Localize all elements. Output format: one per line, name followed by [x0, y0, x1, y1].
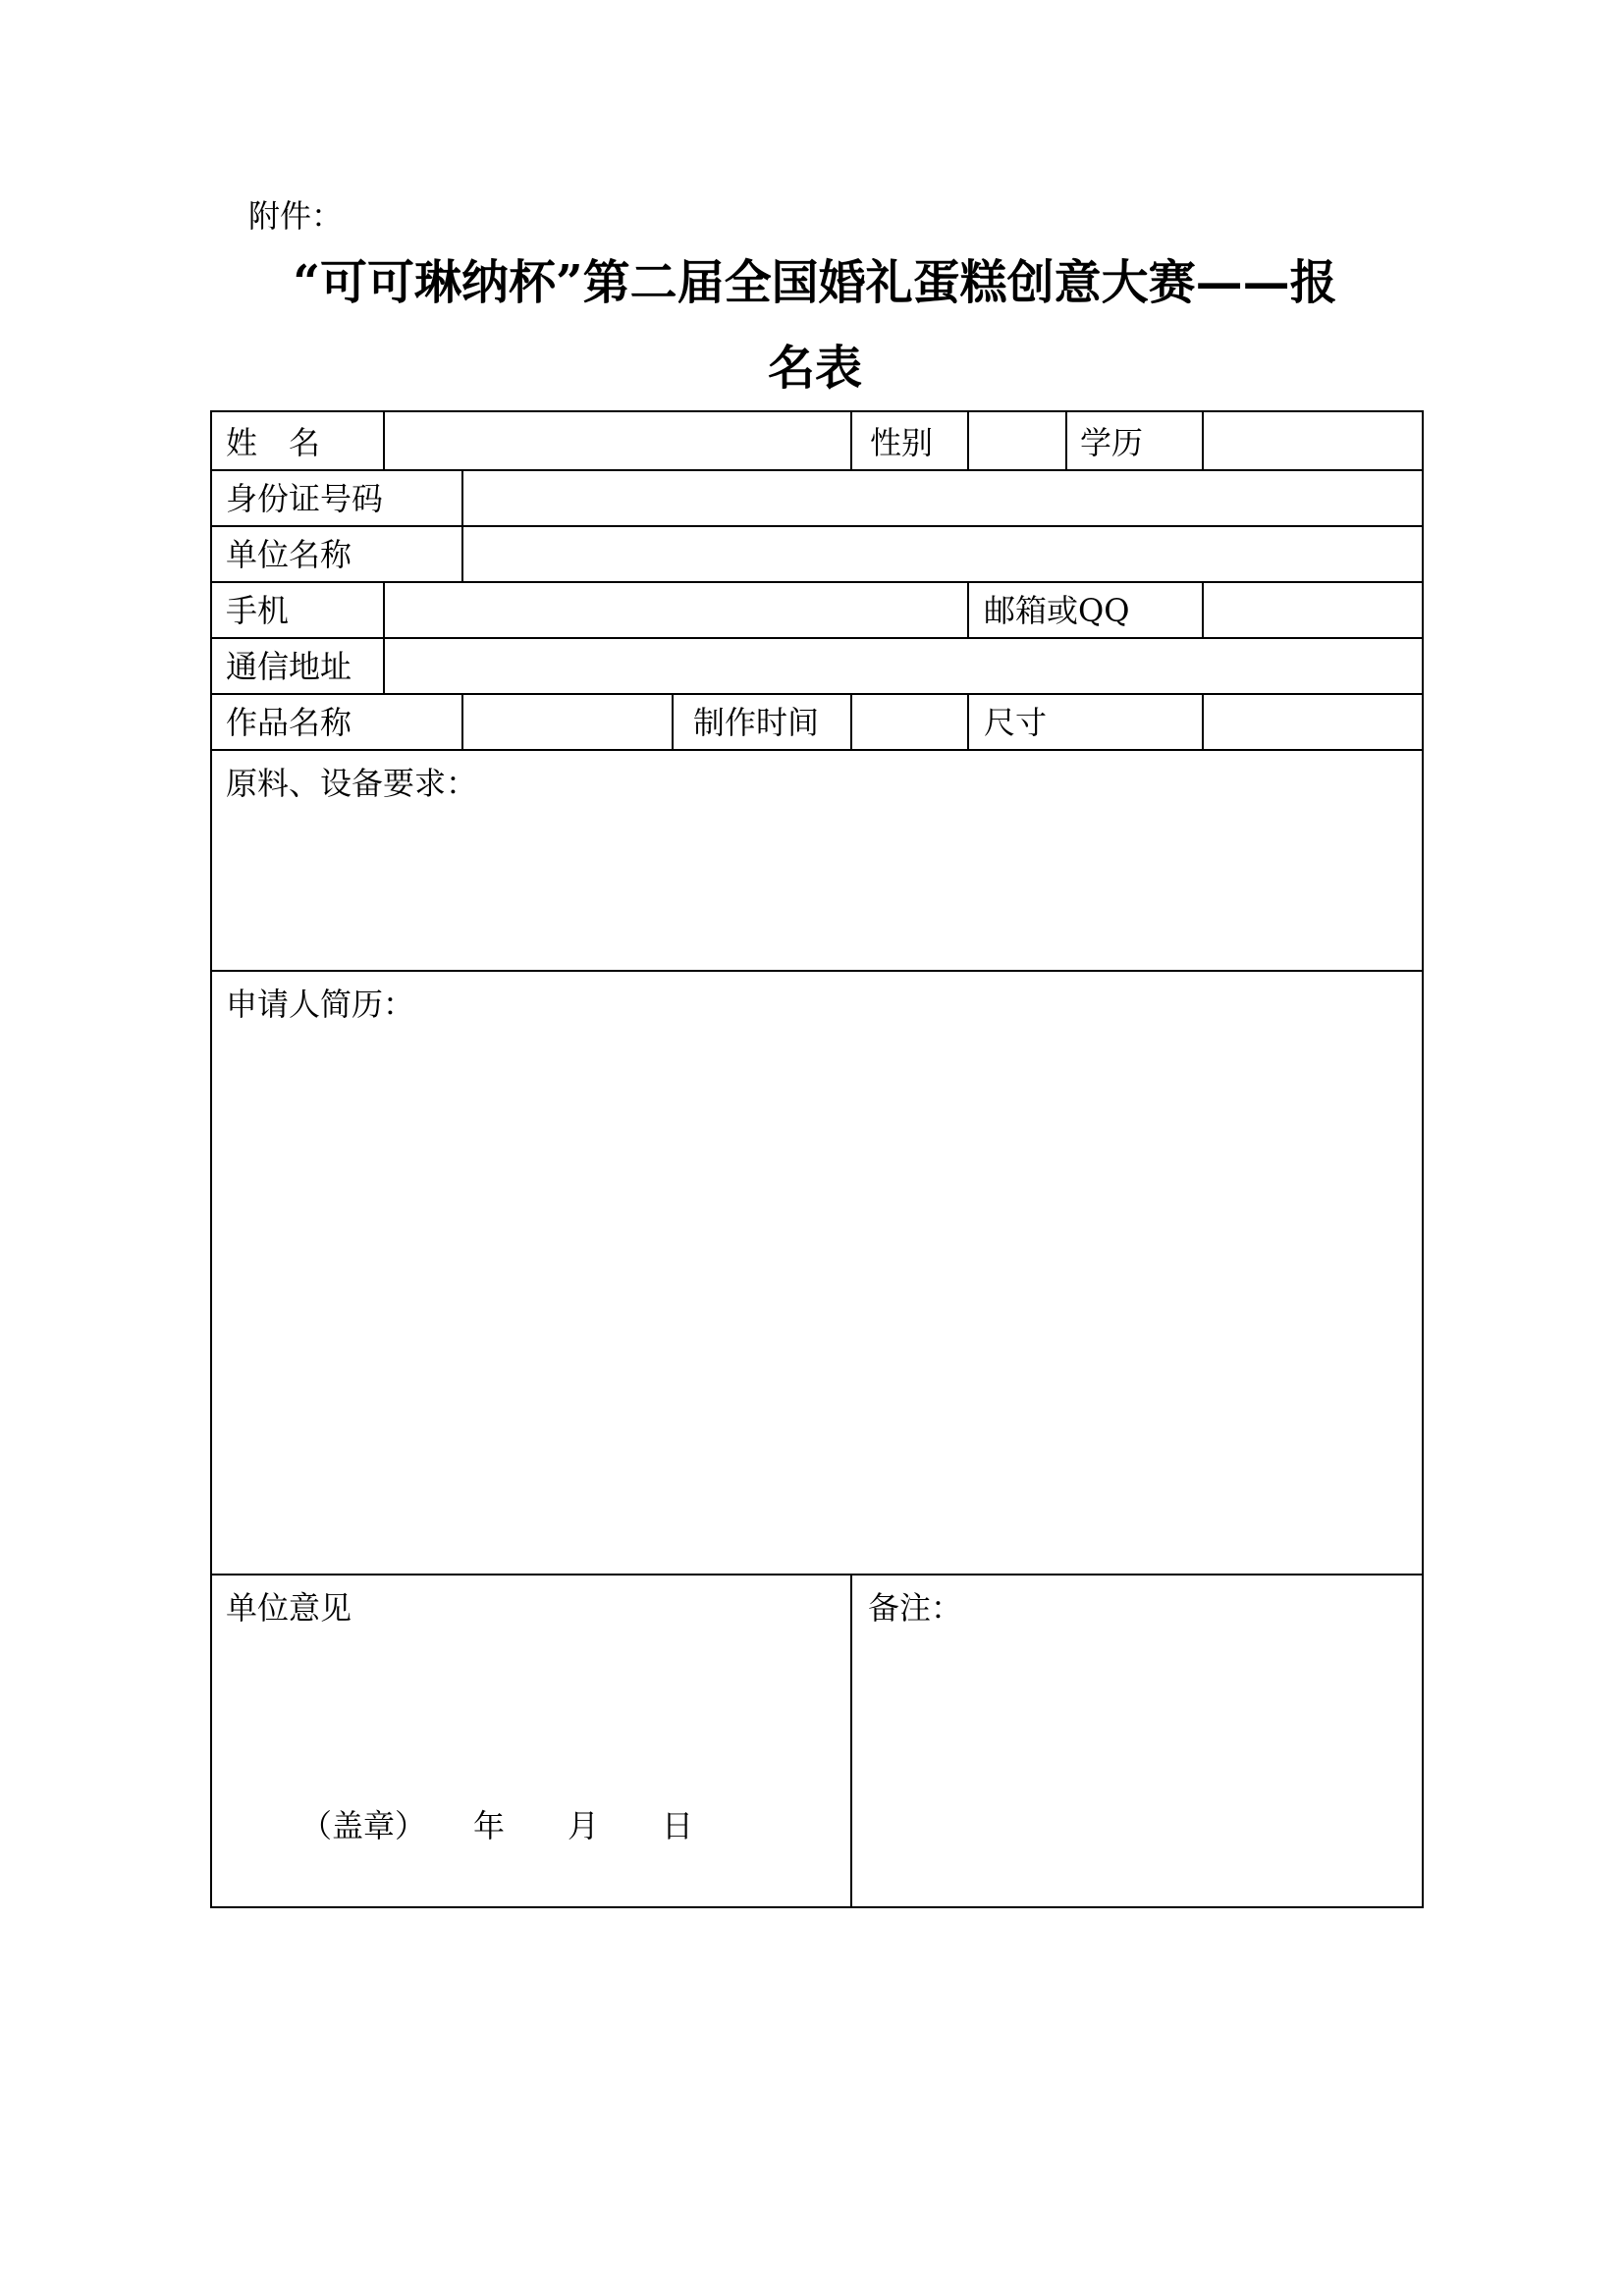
size-label: 尺寸 — [984, 704, 1048, 741]
seal-date-line: （盖章） 年 月 日 — [300, 1807, 694, 1844]
registration-form — [210, 410, 1424, 1908]
gender-field[interactable] — [969, 412, 1065, 469]
row-divider — [212, 970, 1422, 972]
work-title-label: 作品名称 — [226, 704, 352, 741]
column-divider — [967, 581, 969, 637]
column-divider — [1065, 412, 1067, 469]
resume-label: 申请人简历： — [226, 986, 415, 1023]
name-field[interactable] — [385, 412, 850, 469]
name-label: 姓 名 — [226, 424, 321, 461]
resume-field[interactable] — [212, 1026, 1422, 1574]
column-divider — [672, 693, 674, 749]
address-field[interactable] — [385, 639, 1422, 693]
work-title-field[interactable] — [463, 695, 672, 749]
id-number-label: 身份证号码 — [226, 480, 384, 517]
education-field[interactable] — [1204, 412, 1422, 469]
production-time-label: 制作时间 — [693, 704, 820, 741]
size-field[interactable] — [1204, 695, 1422, 749]
mobile-label: 手机 — [226, 592, 290, 629]
employer-opinion-field[interactable] — [212, 1629, 850, 1796]
column-divider — [967, 693, 969, 749]
row-divider — [212, 1574, 1422, 1575]
address-label: 通信地址 — [226, 648, 352, 685]
materials-field[interactable] — [212, 805, 1422, 970]
employer-field[interactable] — [463, 527, 1422, 581]
materials-label: 原料、设备要求： — [226, 765, 478, 802]
attachment-label: 附件： — [248, 197, 344, 235]
employer-opinion-label: 单位意见 — [226, 1589, 352, 1627]
remarks-field[interactable] — [852, 1629, 1422, 1906]
mobile-field[interactable] — [385, 583, 967, 637]
email-qq-field[interactable] — [1204, 583, 1422, 637]
remarks-label: 备注： — [868, 1589, 963, 1627]
page-title-continued: 名表 — [767, 341, 862, 396]
id-number-field[interactable] — [463, 471, 1422, 525]
page-title: “可可琳纳杯”第二届全国婚礼蛋糕创意大赛——报 — [293, 255, 1337, 310]
education-label: 学历 — [1080, 424, 1144, 461]
production-time-field[interactable] — [852, 695, 967, 749]
gender-label: 性别 — [870, 424, 934, 461]
column-divider — [850, 412, 852, 469]
row-divider — [212, 749, 1422, 751]
employer-label: 单位名称 — [226, 536, 352, 573]
email-qq-label: 邮箱或QQ — [984, 592, 1130, 629]
